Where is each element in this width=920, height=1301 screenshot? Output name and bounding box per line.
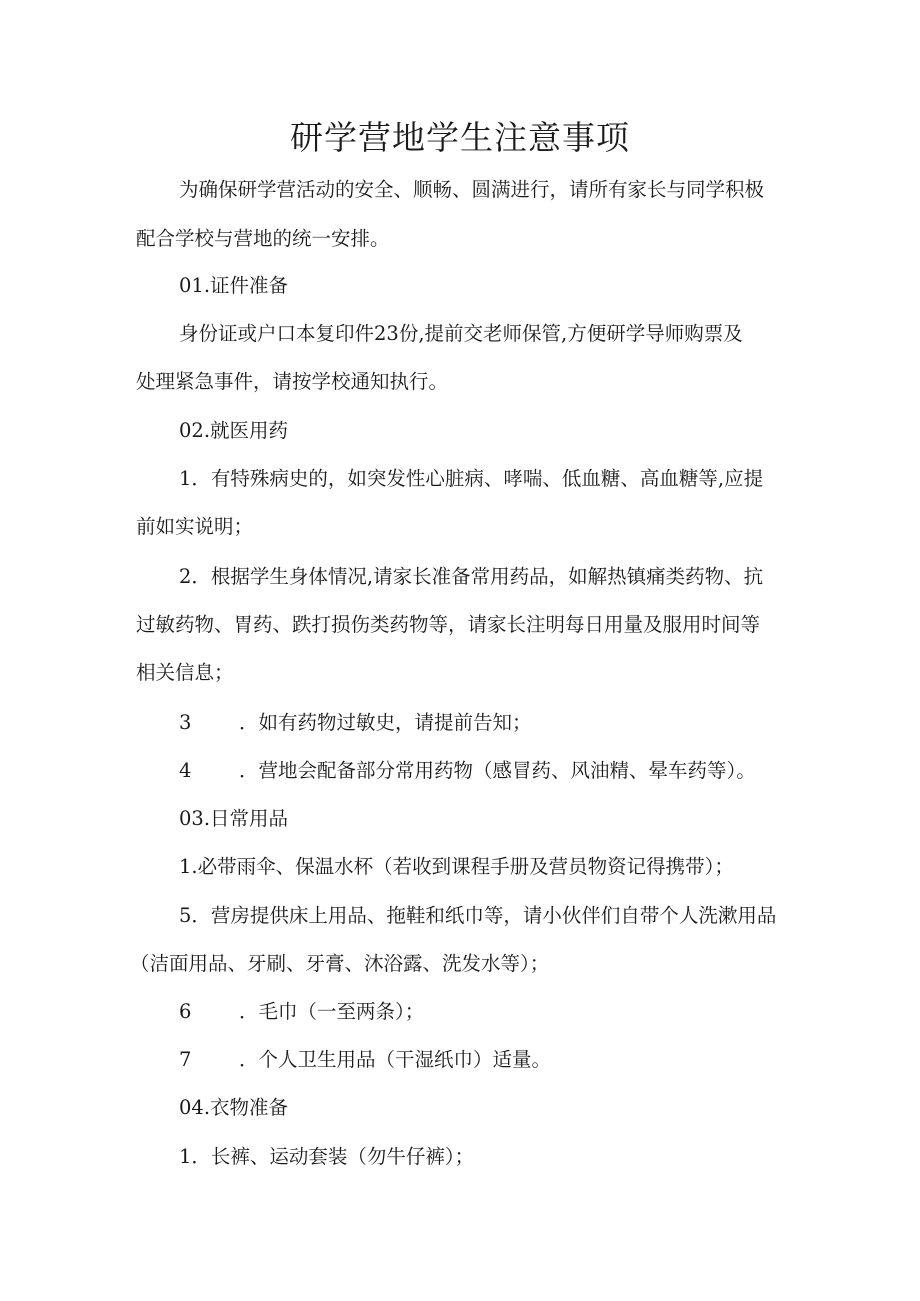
intro-line-2: 配合学校与营地的统一安排。 — [136, 227, 390, 250]
list-number: 3 — [179, 711, 192, 734]
paragraph-line: 处理紧急事件，请按学校通知执行。 — [136, 370, 449, 393]
paragraph-line: 身份证或户口本复印件23份,提前交老师保管,方便研学导师购票及 — [179, 322, 743, 345]
list-item — [179, 757, 839, 785]
list-number: 6 — [179, 1000, 192, 1023]
list-number: 4 — [179, 759, 192, 782]
list-item — [179, 1046, 839, 1074]
list-item — [179, 709, 839, 737]
list-text: ．营地会配备部分常用药物（感冒药、风油精、晕车药等）。 — [239, 759, 756, 782]
section-heading-daily-items: 03.日常用品 — [179, 807, 289, 830]
list-text: ．毛巾（一至两条）； — [239, 1000, 425, 1023]
list-item: 2．根据学生身体情况,请家长准备常用药品，如解热镇痛类药物、抗 — [179, 565, 764, 588]
list-item — [179, 998, 839, 1026]
list-text: ．个人卫生用品（干湿纸巾）适量。 — [239, 1048, 552, 1071]
list-item-continued: 前如实说明； — [136, 515, 254, 538]
list-text: ．如有药物过敏史，请提前告知； — [239, 711, 532, 734]
list-item-continued: 相关信息； — [136, 661, 234, 684]
section-heading-medical: 02.就医用药 — [179, 419, 289, 442]
list-item: 1．长裤、运动套装（勿牛仔裤）； — [179, 1145, 475, 1168]
section-heading-clothing: 04.衣物准备 — [179, 1096, 289, 1119]
intro-line-1: 为确保研学营活动的安全、顺畅、圆满进行，请所有家长与同学积极 — [179, 178, 765, 201]
list-item: 1．有特殊病史的，如突发性心脏病、哮喘、低血糖、高血糖等,应提 — [179, 467, 764, 490]
page-title: 研学营地学生注意事项 — [290, 118, 630, 157]
list-item-continued: （洁面用品、牙刷、牙膏、沐浴露、洗发水等）； — [130, 952, 550, 975]
list-item-continued: 过敏药物、胃药、跌打损伤类药物等，请家长注明每日用量及服用时间等 — [136, 613, 761, 636]
list-item: 5．营房提供床上用品、拖鞋和纸巾等，请小伙伴们自带个人洗漱用品 — [179, 904, 777, 927]
list-number: 7 — [179, 1048, 192, 1071]
list-item: 1.必带雨伞、保温水杯（若收到课程手册及营员物资记得携带）； — [179, 855, 734, 878]
section-heading-certificates: 01.证件准备 — [179, 274, 289, 297]
